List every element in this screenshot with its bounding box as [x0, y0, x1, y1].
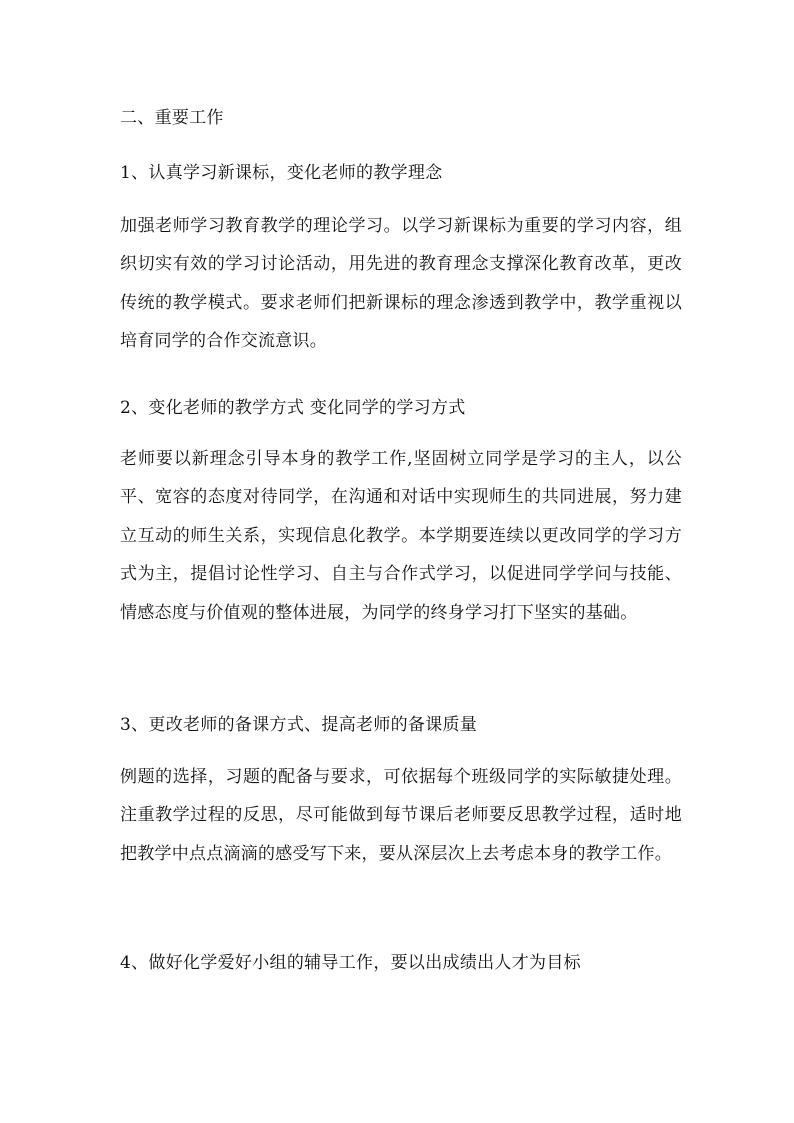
item-3-heading: 3、更改老师的备课方式、提高老师的备课质量 — [120, 715, 478, 735]
item-1-paragraph: 加强老师学习教育教学的理论学习。以学习新课标为重要的学习内容，组织切实有效的学习讨论活动，用先进的教育理念支撑深化教育改革，更改传统的教学模式。要求老师们把新课标的理念渗透到教学中，教学重视以培育同学的合作交流意识。 — [120, 216, 682, 352]
item-2-paragraph: 老师要以新理念引导本身的教学工作,坚固树立同学是学习的主人，以公平、宽容的态度对待同学，在沟通和对话中实现师生的共同进展，努力建立互动的师生关系，实现信息化教学。本学期要连续以更改同学的学习方式为主，提倡讨论性学习、自主与合作式学习，以促进同学学问与技能、情感态度与价值观的整体进展，为同学的终身学习打下坚实的基础。 — [120, 449, 682, 623]
item-1-heading: 1、认真学习新课标，变化老师的教学理念 — [120, 163, 443, 183]
section-title: 二、重要工作 — [120, 108, 224, 128]
item-4-heading: 4、做好化学爱好小组的辅导工作，要以出成绩出人才为目标 — [120, 953, 581, 973]
item-3-paragraph: 例题的选择，习题的配备与要求，可依据每个班级同学的实际敏捷处理。注重教学过程的反思，尽可能做到每节课后老师要反思教学过程，适时地把教学中点点滴滴的感受写下来，要从深层次上去考虑本身的教学工作。 — [120, 767, 682, 864]
item-2-heading: 2、变化老师的教学方式 变化同学的学习方式 — [120, 398, 466, 418]
